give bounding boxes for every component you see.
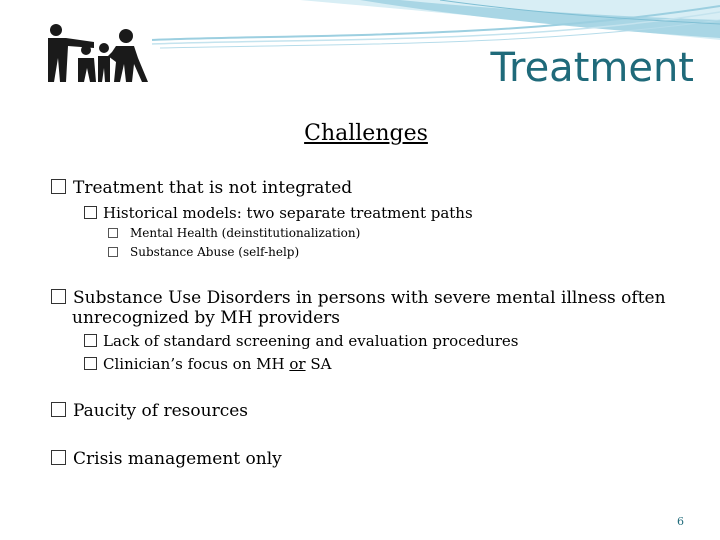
square-bullet-icon	[51, 402, 66, 417]
bullet-2-2-text-pre: Clinician’s focus on MH	[103, 355, 290, 373]
square-bullet-icon	[51, 179, 66, 194]
slide-subtitle: Challenges	[304, 121, 428, 146]
bullet-2-2-text-or: or	[289, 355, 306, 373]
bullet-1-1-1-text: Mental Health (deinstitutionalization)	[130, 226, 361, 240]
bullet-2-2-text-post: SA	[305, 355, 332, 373]
bullet-2-2	[84, 355, 331, 373]
square-bullet-icon	[51, 450, 66, 465]
bullet-3-text: Paucity of resources	[73, 401, 249, 421]
page-number: 6	[677, 515, 684, 528]
bullet-2-text-line2: unrecognized by MH providers	[72, 308, 341, 328]
bullet-1-1-2-text: Substance Abuse (self-help)	[130, 245, 300, 259]
bullet-2	[51, 288, 666, 308]
bullet-1-1	[84, 204, 473, 222]
bullet-1-1-2	[108, 245, 299, 259]
bullet-2-text-line1: Substance Use Disorders in persons with severe mental illness often	[73, 288, 666, 308]
bullet-1-text: Treatment that is not integrated	[73, 178, 353, 198]
square-bullet-icon	[84, 334, 97, 347]
square-bullet-icon	[51, 289, 66, 304]
bullet-2-1	[84, 332, 518, 350]
family-logo-icon	[42, 22, 152, 84]
bullet-2-1-text: Lack of standard screening and evaluation procedures	[103, 332, 519, 350]
bullet-3	[51, 401, 248, 421]
bullet-1-1-1	[108, 226, 360, 240]
square-bullet-icon	[108, 247, 118, 257]
square-bullet-icon	[84, 206, 97, 219]
bullet-1-1-text: Historical models: two separate treatment paths	[103, 204, 473, 222]
bullet-1	[51, 178, 352, 198]
slide-title: Treatment	[490, 45, 694, 91]
bullet-4-text: Crisis management only	[73, 449, 282, 469]
square-bullet-icon	[108, 228, 118, 238]
bullet-4	[51, 449, 282, 469]
square-bullet-icon	[84, 357, 97, 370]
